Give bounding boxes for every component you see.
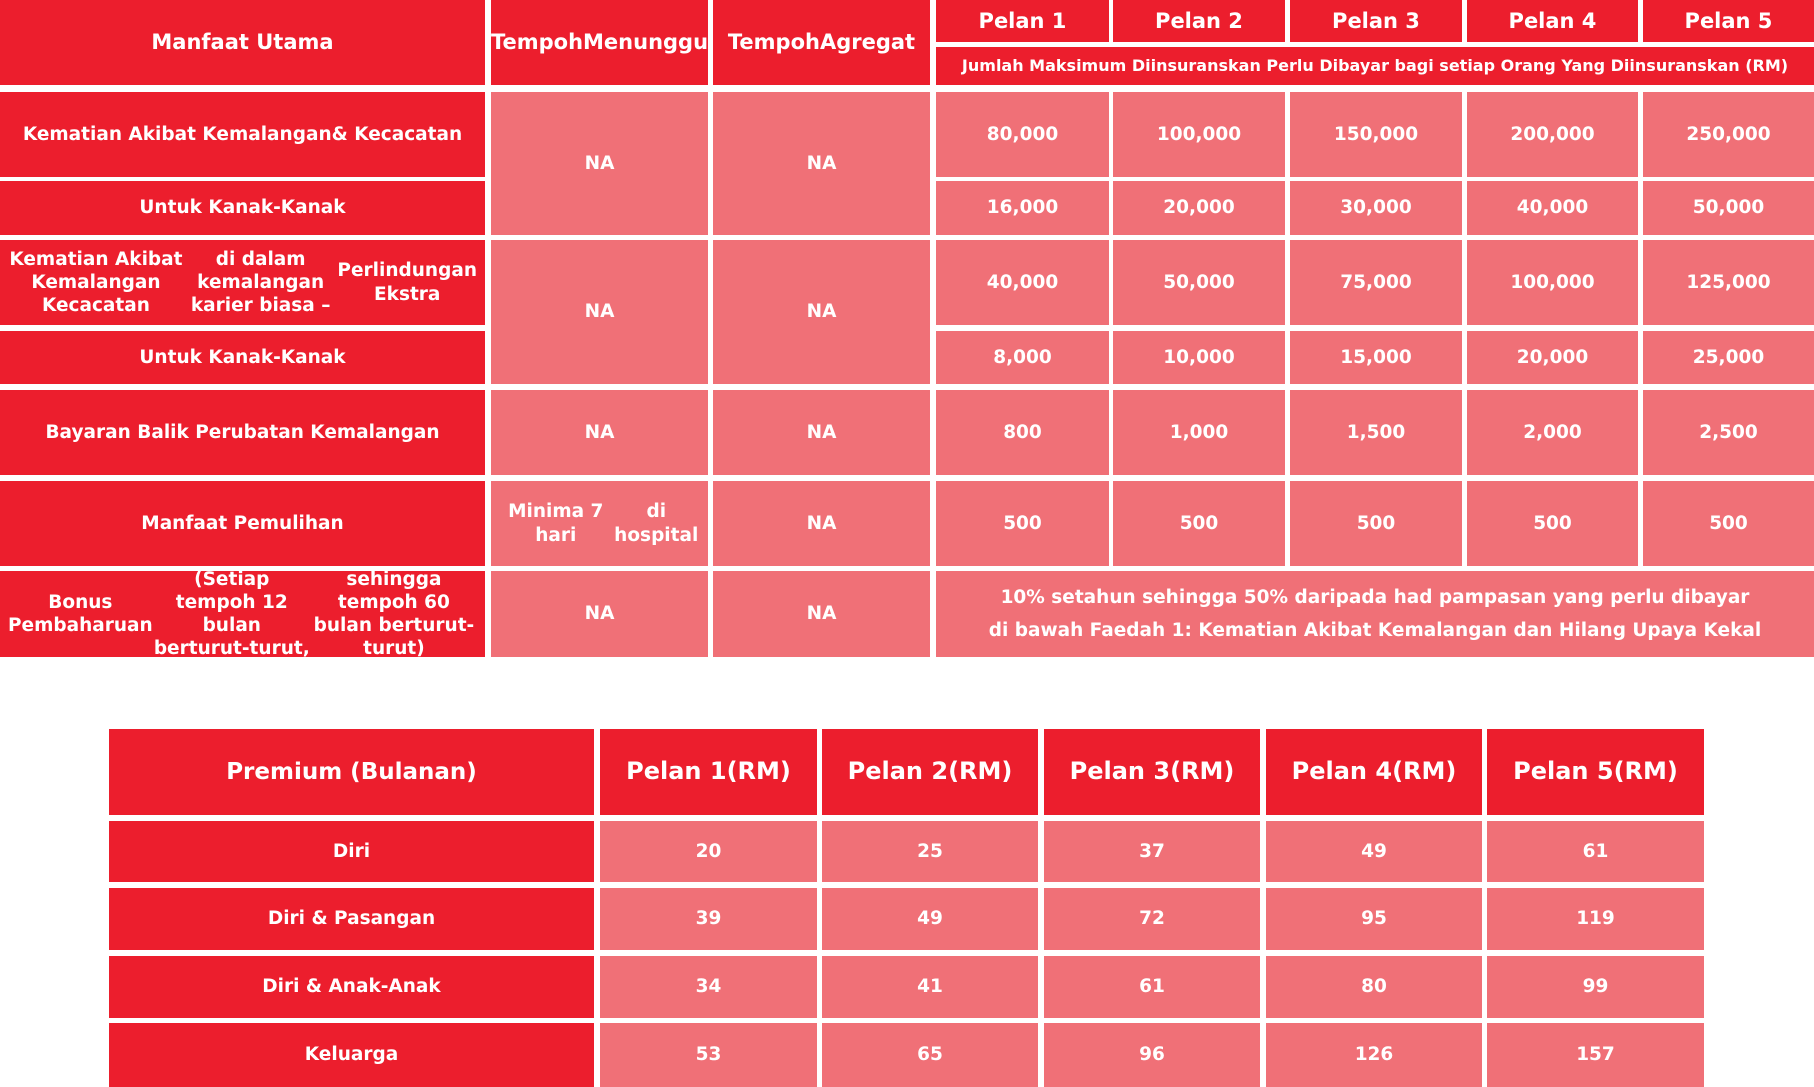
waiting-period-group-2: NA — [491, 240, 708, 384]
header-tempoh-menunggu-line2: Menunggu — [583, 30, 709, 55]
premium-header-plan-3-line2: (RM) — [1170, 757, 1235, 786]
premium-value-cell: 49 — [1266, 821, 1482, 882]
header-manfaat-utama: Manfaat Utama — [0, 0, 485, 85]
premium-header-plan-2-line1: Pelan 2 — [847, 757, 949, 786]
renewal-bonus-description-line2: di bawah Faedah 1: Kematian Akibat Kemalangan dan Hilang Upaya Kekal — [988, 619, 1762, 641]
benefit-value-cell: 1,000 — [1113, 390, 1285, 475]
benefit-value-cell: 1,500 — [1290, 390, 1462, 475]
premium-header-plan-4-line1: Pelan 4 — [1291, 757, 1393, 786]
premium-value-cell: 53 — [600, 1023, 817, 1087]
premium-header-plan-3-line1: Pelan 3 — [1069, 757, 1171, 786]
benefit-value-cell: 25,000 — [1643, 331, 1814, 384]
premium-value-cell: 20 — [600, 821, 817, 882]
premium-header-plan-4 — [1266, 729, 1482, 815]
waiting-period-recovery-line2: di hospital — [614, 501, 699, 546]
premium-header-plan-1-line2: (RM) — [726, 757, 791, 786]
benefit-value-cell: 80,000 — [936, 92, 1109, 177]
benefit-value-cell: 500 — [1113, 481, 1285, 566]
row-label-extra-protection-line3: Perlindungan Ekstra — [337, 260, 477, 305]
benefit-value-cell: 125,000 — [1643, 240, 1814, 325]
row-label-renewal-bonus-line1: Bonus Pembaharuan — [8, 591, 153, 636]
row-label-children-2: Untuk Kanak-Kanak — [0, 331, 485, 384]
row-label-accidental-death — [0, 92, 485, 177]
row-label-renewal-bonus — [0, 568, 485, 660]
row-label-recovery-benefit: Manfaat Pemulihan — [0, 481, 485, 566]
aggregate-period-medical: NA — [713, 390, 930, 475]
premium-header-title: Premium (Bulanan) — [109, 729, 594, 815]
row-label-extra-protection — [0, 240, 485, 325]
aggregate-period-recovery: NA — [713, 481, 930, 566]
premium-header-plan-5-line1: Pelan 5 — [1513, 757, 1614, 786]
premium-header-plan-1-line1: Pelan 1 — [626, 757, 727, 786]
benefit-value-cell: 500 — [936, 481, 1109, 566]
row-label-renewal-bonus-line2: (Setiap tempoh 12 bulan berturut-turut, — [153, 568, 310, 660]
header-plan-5: Pelan 5 — [1643, 0, 1814, 42]
premium-value-cell: 65 — [822, 1023, 1038, 1087]
premium-row-label: Keluarga — [109, 1023, 594, 1087]
waiting-period-bonus: NA — [491, 571, 708, 657]
benefit-value-cell: 15,000 — [1290, 331, 1462, 384]
renewal-bonus-description-line1: 10% setahun sehingga 50% daripada had pampasan yang perlu dibayar — [1000, 587, 1750, 609]
header-plan-2: Pelan 2 — [1113, 0, 1285, 42]
header-plan-4: Pelan 4 — [1467, 0, 1638, 42]
header-tempoh-agregat-line2: Agregat — [819, 30, 916, 55]
benefit-value-cell: 2,500 — [1643, 390, 1814, 475]
premium-value-cell: 37 — [1044, 821, 1260, 882]
aggregate-period-group-1: NA — [713, 92, 930, 235]
renewal-bonus-description — [936, 571, 1814, 657]
benefit-value-cell: 20,000 — [1113, 181, 1285, 235]
premium-value-cell: 41 — [822, 956, 1038, 1018]
waiting-period-recovery-line1: Minima 7 hari — [508, 501, 604, 546]
benefit-value-cell: 500 — [1643, 481, 1814, 566]
benefit-value-cell: 100,000 — [1113, 92, 1285, 177]
benefit-value-cell: 150,000 — [1290, 92, 1462, 177]
benefit-value-cell: 200,000 — [1467, 92, 1638, 177]
premium-header-plan-5-line2: (RM) — [1613, 757, 1678, 786]
benefit-value-cell: 100,000 — [1467, 240, 1638, 325]
benefit-value-cell: 2,000 — [1467, 390, 1638, 475]
premium-value-cell: 25 — [822, 821, 1038, 882]
row-label-accidental-death-line2: & Kecacatan — [331, 123, 463, 145]
premium-value-cell: 99 — [1487, 956, 1704, 1018]
premium-value-cell: 126 — [1266, 1023, 1482, 1087]
row-label-accidental-death-line1: Kematian Akibat Kemalangan — [22, 123, 332, 145]
header-subheader-sum-insured: Jumlah Maksimum Diinsuranskan Perlu Dibayar bagi setiap Orang Yang Diinsuranskan (RM) — [936, 47, 1814, 85]
benefit-value-cell: 20,000 — [1467, 331, 1638, 384]
benefit-value-cell: 40,000 — [1467, 181, 1638, 235]
header-tempoh-agregat-line1: Tempoh — [727, 30, 820, 55]
premium-header-plan-4-line2: (RM) — [1392, 757, 1457, 786]
benefit-value-cell: 8,000 — [936, 331, 1109, 384]
aggregate-period-bonus: NA — [713, 571, 930, 657]
row-label-children-1: Untuk Kanak-Kanak — [0, 181, 485, 235]
row-label-renewal-bonus-line3: sehingga tempoh 60 bulan berturut-turut) — [313, 568, 475, 660]
benefit-value-cell: 500 — [1290, 481, 1462, 566]
header-tempoh-menunggu — [491, 0, 708, 85]
benefit-value-cell: 30,000 — [1290, 181, 1462, 235]
premium-value-cell: 49 — [822, 888, 1038, 950]
premium-row-label: Diri & Pasangan — [109, 888, 594, 950]
header-plan-1: Pelan 1 — [936, 0, 1109, 42]
premium-header-plan-1 — [600, 729, 817, 815]
header-tempoh-menunggu-line1: Tempoh — [490, 30, 584, 55]
premium-value-cell: 80 — [1266, 956, 1482, 1018]
benefit-value-cell: 500 — [1467, 481, 1638, 566]
premium-row-label: Diri — [109, 821, 594, 882]
row-label-extra-protection-line2: di dalam kemalangan karier biasa – — [190, 248, 331, 317]
premium-header-plan-5 — [1487, 729, 1704, 815]
header-plan-3: Pelan 3 — [1290, 0, 1462, 42]
benefit-value-cell: 75,000 — [1290, 240, 1462, 325]
premium-value-cell: 61 — [1487, 821, 1704, 882]
premium-header-plan-3 — [1044, 729, 1260, 815]
benefit-value-cell: 250,000 — [1643, 92, 1814, 177]
benefit-value-cell: 40,000 — [936, 240, 1109, 325]
premium-value-cell: 157 — [1487, 1023, 1704, 1087]
waiting-period-medical: NA — [491, 390, 708, 475]
premium-value-cell: 61 — [1044, 956, 1260, 1018]
benefit-value-cell: 800 — [936, 390, 1109, 475]
premium-value-cell: 34 — [600, 956, 817, 1018]
premium-value-cell: 119 — [1487, 888, 1704, 950]
benefit-value-cell: 50,000 — [1643, 181, 1814, 235]
premium-value-cell: 72 — [1044, 888, 1260, 950]
premium-value-cell: 39 — [600, 888, 817, 950]
row-label-medical-reimbursement: Bayaran Balik Perubatan Kemalangan — [0, 390, 485, 475]
waiting-period-group-1: NA — [491, 92, 708, 235]
benefit-value-cell: 10,000 — [1113, 331, 1285, 384]
row-label-extra-protection-line1: Kematian Akibat Kemalangan Kecacatan — [9, 248, 183, 317]
header-tempoh-agregat — [713, 0, 930, 85]
benefit-value-cell: 50,000 — [1113, 240, 1285, 325]
aggregate-period-group-2: NA — [713, 240, 930, 384]
premium-value-cell: 96 — [1044, 1023, 1260, 1087]
premium-header-plan-2 — [822, 729, 1038, 815]
premium-row-label: Diri & Anak-Anak — [109, 956, 594, 1018]
premium-value-cell: 95 — [1266, 888, 1482, 950]
premium-header-plan-2-line2: (RM) — [948, 757, 1013, 786]
benefit-value-cell: 16,000 — [936, 181, 1109, 235]
waiting-period-recovery — [491, 481, 708, 566]
